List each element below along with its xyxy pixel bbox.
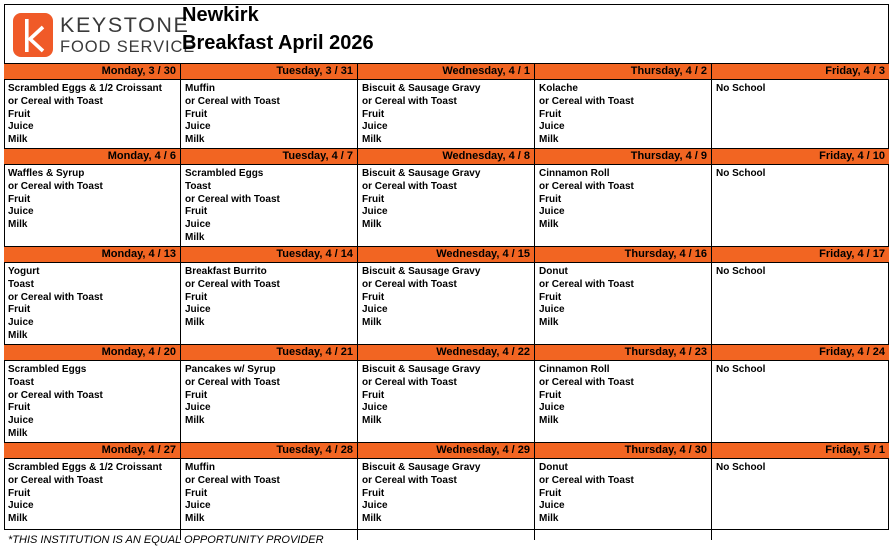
menu-item: No School (716, 266, 766, 277)
menu-item: Fruit (8, 402, 31, 414)
header (4, 4, 889, 62)
menu-item: Biscuit & Sausage Gravy (362, 462, 481, 473)
day-header: Tuesday, 4 / 28 (181, 443, 358, 458)
menu-item: or Cereal with Toast (362, 180, 457, 192)
day-menu-cell (181, 80, 358, 148)
menu-item: Milk (362, 134, 382, 146)
menu-item: Juice (362, 402, 388, 414)
menu-item: Breakfast Burrito (185, 266, 267, 277)
day-menu-cell (712, 459, 889, 540)
day-header: Friday, 4 / 10 (819, 150, 885, 162)
menu-item: Fruit (185, 206, 208, 218)
logo-text-keystone: KEYSTONE (60, 13, 190, 37)
day-header: Monday, 3 / 30 (4, 64, 181, 79)
menu-item: Cinnamon Roll (539, 168, 610, 179)
menu-item: No School (716, 83, 766, 94)
menu-item: Biscuit & Sausage Gravy (362, 364, 481, 375)
day-header: Monday, 4 / 27 (4, 443, 181, 458)
menu-item: Cinnamon Roll (539, 364, 610, 375)
menu-item: or Cereal with Toast (185, 474, 280, 486)
menu-item: Scrambled Eggs (8, 364, 87, 375)
menu-item: Fruit (185, 389, 208, 401)
menu-item: or Cereal with Toast (8, 389, 103, 401)
day-menu-cell (4, 165, 181, 246)
day-header: Wednesday, 4 / 1 (358, 64, 535, 79)
day-header: Wednesday, 4 / 29 (358, 443, 535, 458)
menu-item: Juice (539, 500, 565, 512)
menu-item: Fruit (362, 108, 385, 120)
menu-item: Fruit (185, 291, 208, 303)
menu-item: or Cereal with Toast (185, 95, 280, 107)
day-menu-cell (181, 459, 358, 540)
menu-item: Milk (185, 317, 205, 329)
day-header: Friday, 4 / 24 (819, 346, 885, 358)
menu-item: Muffin (185, 83, 215, 94)
day-menu-cell (712, 263, 889, 344)
menu-item: Milk (8, 219, 28, 231)
day-header: Friday, 4 / 17 (819, 248, 885, 260)
menu-item: Toast (8, 278, 34, 290)
day-menu-cell (181, 263, 358, 344)
week-header-row (4, 344, 889, 361)
menu-item: or Cereal with Toast (8, 95, 103, 107)
menu-item: Milk (362, 219, 382, 231)
menu-item: Fruit (539, 108, 562, 120)
menu-item: or Cereal with Toast (539, 376, 634, 388)
menu-item: or Cereal with Toast (539, 95, 634, 107)
menu-item: Milk (8, 513, 28, 525)
day-menu-cell (4, 263, 181, 344)
menu-item: Juice (185, 121, 211, 133)
day-menu-cell (4, 361, 181, 442)
week-row (4, 344, 889, 442)
menu-item: Milk (185, 134, 205, 146)
menu-item: Toast (8, 376, 34, 388)
keystone-logo (13, 12, 196, 60)
menu-item: or Cereal with Toast (185, 193, 280, 205)
menu-item: Juice (185, 500, 211, 512)
menu-item: Milk (539, 134, 559, 146)
menu-item: Fruit (362, 193, 385, 205)
day-header: Tuesday, 3 / 31 (181, 64, 358, 79)
day-header: Thursday, 4 / 9 (535, 149, 712, 164)
menu-title: Breakfast April 2026 (182, 32, 374, 54)
day-menu-cell (535, 263, 712, 344)
menu-item: Milk (185, 231, 205, 243)
menu-item: or Cereal with Toast (539, 278, 634, 290)
menu-item: Juice (362, 206, 388, 218)
day-header: Thursday, 4 / 30 (535, 443, 712, 458)
menu-item: Milk (185, 513, 205, 525)
menu-item: Fruit (8, 108, 31, 120)
menu-item: Fruit (539, 291, 562, 303)
menu-item: Milk (362, 513, 382, 525)
menu-item: Yogurt (8, 266, 40, 277)
menu-item: Fruit (362, 389, 385, 401)
menu-item: Fruit (539, 193, 562, 205)
day-menu-cell (712, 165, 889, 246)
day-header: Monday, 4 / 6 (4, 149, 181, 164)
menu-item: Juice (8, 500, 34, 512)
menu-item: or Cereal with Toast (185, 278, 280, 290)
menu-item: Scrambled Eggs & 1/2 Croissant (8, 83, 162, 94)
day-menu-cell (4, 80, 181, 148)
day-menu-cell (181, 165, 358, 246)
day-header: Tuesday, 4 / 21 (181, 345, 358, 360)
menu-item: Juice (8, 206, 34, 218)
logo-mark-icon (13, 13, 53, 57)
week-header-row (4, 148, 889, 165)
day-header: Friday, 4 / 3 (825, 65, 885, 77)
day-menu-cell (712, 80, 889, 148)
menu-item: Scrambled Eggs (185, 168, 264, 179)
footer-note: *THIS INSTITUTION IS AN EQUAL OPPORTUNITY PROVIDER (8, 534, 324, 546)
menu-item: or Cereal with Toast (8, 291, 103, 303)
menu-item: Kolache (539, 83, 578, 94)
menu-item: Juice (185, 402, 211, 414)
menu-item: Donut (539, 462, 568, 473)
menu-item: Juice (185, 304, 211, 316)
menu-item: or Cereal with Toast (362, 278, 457, 290)
menu-item: Fruit (8, 304, 31, 316)
school-name: Newkirk (182, 4, 259, 26)
menu-item: Fruit (185, 108, 208, 120)
week-row (4, 442, 889, 540)
day-menu-cell (535, 459, 712, 540)
menu-item: or Cereal with Toast (8, 180, 103, 192)
week-row (4, 148, 889, 246)
menu-item: Milk (362, 317, 382, 329)
menu-item: No School (716, 364, 766, 375)
menu-item: Juice (362, 500, 388, 512)
menu-item: Toast (185, 180, 211, 192)
week-header-row (4, 63, 889, 80)
menu-item: Juice (362, 304, 388, 316)
menu-item: Milk (362, 415, 382, 427)
menu-item: or Cereal with Toast (539, 180, 634, 192)
menu-item: Pancakes w/ Syrup (185, 364, 276, 375)
menu-item: Juice (539, 304, 565, 316)
menu-item: or Cereal with Toast (362, 474, 457, 486)
week-row (4, 63, 889, 148)
logo-text-food-service: FOOD SERVICE (60, 38, 196, 56)
menu-item: Milk (8, 427, 28, 439)
menu-item: Juice (8, 121, 34, 133)
day-header: Wednesday, 4 / 8 (358, 149, 535, 164)
day-menu-cell (358, 459, 535, 540)
menu-item: or Cereal with Toast (185, 376, 280, 388)
week-header-row (4, 246, 889, 263)
menu-item: Juice (8, 317, 34, 329)
day-header: Thursday, 4 / 2 (535, 64, 712, 79)
menu-item: Milk (8, 134, 28, 146)
menu-item: Donut (539, 266, 568, 277)
week-body-row (4, 80, 889, 148)
week-body-row (4, 263, 889, 344)
menu-item: Juice (362, 121, 388, 133)
menu-item: Juice (539, 402, 565, 414)
day-menu-cell (535, 361, 712, 442)
week-body-row (4, 361, 889, 442)
menu-item: Muffin (185, 462, 215, 473)
menu-item: or Cereal with Toast (362, 376, 457, 388)
day-header: Thursday, 4 / 16 (535, 247, 712, 262)
day-header: Monday, 4 / 20 (4, 345, 181, 360)
menu-item: Biscuit & Sausage Gravy (362, 168, 481, 179)
menu-item: Milk (539, 513, 559, 525)
menu-item: or Cereal with Toast (8, 474, 103, 486)
week-body-row (4, 165, 889, 246)
menu-item: Fruit (185, 487, 208, 499)
day-header: Friday, 5 / 1 (825, 444, 885, 456)
day-menu-cell (712, 361, 889, 442)
menu-item: Juice (539, 121, 565, 133)
menu-item: Fruit (362, 291, 385, 303)
week-body-row (4, 459, 889, 540)
menu-item: Juice (185, 219, 211, 231)
week-header-row (4, 442, 889, 459)
menu-item: Fruit (8, 193, 31, 205)
menu-item: Scrambled Eggs & 1/2 Croissant (8, 462, 162, 473)
menu-item: No School (716, 462, 766, 473)
day-menu-cell (535, 80, 712, 148)
day-menu-cell (4, 459, 181, 540)
day-header: Monday, 4 / 13 (4, 247, 181, 262)
day-header: Tuesday, 4 / 7 (181, 149, 358, 164)
menu-item: Fruit (539, 389, 562, 401)
menu-item: Milk (539, 317, 559, 329)
menu-item: Juice (539, 206, 565, 218)
day-menu-cell (181, 361, 358, 442)
menu-item: Milk (539, 415, 559, 427)
menu-item: or Cereal with Toast (362, 95, 457, 107)
menu-item: Biscuit & Sausage Gravy (362, 83, 481, 94)
day-header: Thursday, 4 / 23 (535, 345, 712, 360)
menu-item: Fruit (362, 487, 385, 499)
menu-item: Fruit (8, 487, 31, 499)
day-header: Wednesday, 4 / 22 (358, 345, 535, 360)
day-menu-cell (358, 165, 535, 246)
day-menu-cell (535, 165, 712, 246)
day-menu-cell (358, 80, 535, 148)
menu-item: Milk (185, 415, 205, 427)
day-menu-cell (358, 263, 535, 344)
week-row (4, 246, 889, 344)
menu-item: Fruit (539, 487, 562, 499)
menu-item: Waffles & Syrup (8, 168, 85, 179)
menu-item: or Cereal with Toast (539, 474, 634, 486)
day-menu-cell (358, 361, 535, 442)
menu-item: No School (716, 168, 766, 179)
menu-item: Milk (539, 219, 559, 231)
day-header: Tuesday, 4 / 14 (181, 247, 358, 262)
menu-item: Biscuit & Sausage Gravy (362, 266, 481, 277)
menu-calendar (4, 63, 889, 540)
day-header: Wednesday, 4 / 15 (358, 247, 535, 262)
menu-item: Milk (8, 329, 28, 341)
menu-item: Juice (8, 415, 34, 427)
